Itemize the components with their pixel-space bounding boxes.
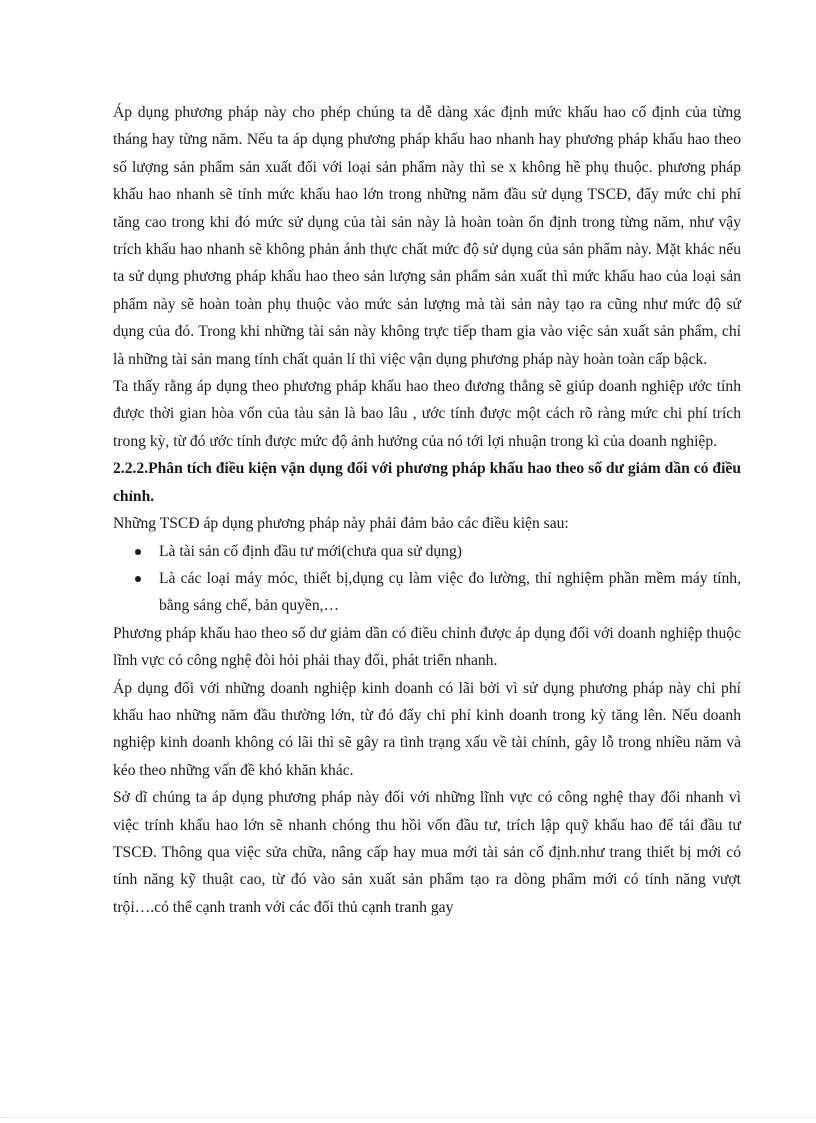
paragraph-conditions-intro: Những TSCĐ áp dụng phương pháp này phải đảm bảo các điều kiện sau:	[113, 515, 569, 533]
section-heading-2-2-2: 2.2.2.Phân tích điều kiện vận dụng đối với phương pháp khấu hao theo số dư giảm dần có điều chỉnh.	[113, 460, 741, 505]
paragraph-profitable-business: Áp dụng đối với những doanh nghiệp kinh doanh có lãi bởi vì sử dụng phương pháp này chi phí khấu hao những năm đầu thường lớn, từ đó đẩy chi phí kinh doanh trong kỳ tăng lên. Nếu doanh nghiệp kinh doanh không có lãi thì sẽ gây ra tình trạng xấu về tài chính, gây lỗ trong nhiều năm và kéo theo những vấn đề khó khăn khác.	[113, 679, 741, 779]
list-item	[159, 565, 741, 620]
paragraph-fast-technology-change: Sở dĩ chúng ta áp dụng phương pháp này đối với những lĩnh vực có công nghệ thay đổi nhanh vì việc trính khấu hao lớn sẽ nhanh chóng thu hồi vốn đầu tư, trích lập quỹ khấu hao để tái đầu tư TSCĐ. Thông qua việc sửa chữa, nâng cấp hay mua mới tài sản cố định.như trang thiết bị mới có tính năng kỹ thuật cao, từ đó vào sản xuất sản phẩm tạo ra dòng phẩm mới có tính năng vượt trội….có thể cạnh tranh với các đối thủ cạnh tranh gay	[113, 789, 741, 916]
paragraph-straight-line-benefit: Ta thấy rằng áp dụng theo phương pháp khấu hao theo đương thẳng sẽ giúp doanh nghiệp ước tính được thời gian hòa vốn của tàu sản là bao lâu , ước tính được một cách rõ ràng mức chi phí trích trong kỳ, từ đó ước tính được mức độ ảnh hưởng của nó tới lợi nhuận trong kì của doanh nghiệp.	[113, 378, 741, 450]
page-bottom-divider	[0, 1117, 816, 1118]
paragraph-depreciation-comparison: Áp dụng phương pháp này cho phép chúng ta dễ dàng xác định mức khấu hao cố định của từng tháng hay từng năm. Nếu ta áp dụng phương pháp khấu hao nhanh hay phương pháp khấu hao theo số lượng sản phẩm sản xuất đối với loại sản phẩm này thì se x không hề phụ thuộc. phương pháp khấu hao nhanh sẽ tính mức khấu hao lớn trong những năm đầu sử dụng TSCĐ, đẩy mức chi phí tăng cao trong khi đó mức sử dụng của tài sản này là hoàn toàn ổn định trong từng năm, như vậy trích khấu hao nhanh sẽ không phản ánh thực chất mức độ sử dụng của sản phẩm này. Mặt khác nếu ta sử dụng phương pháp khấu hao theo sản lượng sản phẩm sản xuất thì mức khấu hao của loại sản phẩm này sẽ hoàn toàn phụ thuộc vào mức sản lượng mà tài sản này tạo ra cũng như mức độ sử dụng của đó. Trong khi những tài sản này không trực tiếp tham gia vào việc sản xuất sản phẩm, chỉ là những tài sản mang tính chất quản lí thì việc vận dụng phương pháp này hoàn toàn cấp bậck.	[113, 104, 741, 368]
conditions-list	[113, 538, 741, 620]
list-item-text: Là các loại máy móc, thiết bị,dụng cụ làm việc đo lường, thí nghiệm phần mềm máy tính, bằng sáng chế, bản quyền,…	[159, 569, 741, 615]
document-page	[113, 99, 741, 921]
paragraph-applicable-sector: Phương pháp khấu hao theo số dư giảm dần có điều chỉnh được áp dụng đối với doanh nghiệp thuộc lĩnh vực có công nghệ đòi hỏi phải thay đổi, phát triển nhanh.	[113, 624, 741, 670]
bullet-icon	[135, 576, 141, 582]
bullet-icon	[135, 549, 141, 555]
list-item-text: Là tài sản cố định đầu tư mới(chưa qua sử dụng)	[159, 542, 462, 560]
list-item	[159, 538, 741, 565]
